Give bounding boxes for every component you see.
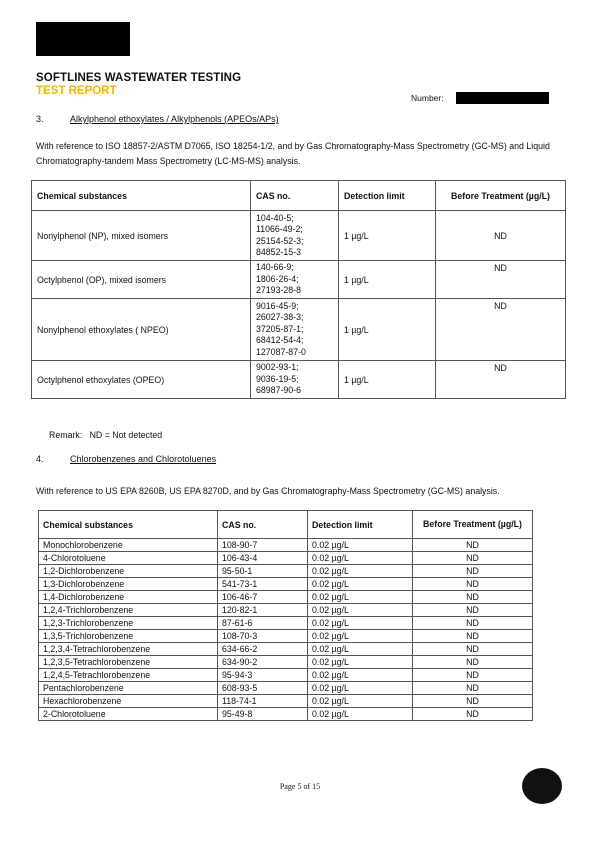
result-cell: ND — [413, 604, 533, 617]
section-4-title: Chlorobenzenes and Chlorotoluenes — [70, 454, 217, 464]
substance-cell: Pentachlorobenzene — [39, 682, 218, 695]
table-row — [39, 630, 533, 643]
limit-cell: 0.02 µg/L — [308, 565, 413, 578]
result-cell: ND — [413, 682, 533, 695]
limit-cell: 0.02 µg/L — [308, 643, 413, 656]
substance-cell: Octylphenol ethoxylates (OPEO) — [32, 361, 251, 399]
substance-cell: Monochlorobenzene — [39, 539, 218, 552]
substance-cell: 1,2,4,5-Tetrachlorobenzene — [39, 669, 218, 682]
table-row — [39, 669, 533, 682]
result-cell: ND — [413, 708, 533, 721]
substance-cell: 1,2,3,4-Tetrachlorobenzene — [39, 643, 218, 656]
report-number-label: Number: — [411, 93, 444, 103]
substance-cell: Hexachlorobenzene — [39, 695, 218, 708]
table-row — [39, 708, 533, 721]
cas-cell: 87-61-6 — [218, 617, 308, 630]
col-detection-limit: Detection limit — [339, 181, 436, 211]
substance-cell: Nonylphenol ethoxylates ( NPEO) — [32, 299, 251, 361]
result-cell: ND — [413, 591, 533, 604]
cas-cell: 95-49-8 — [218, 708, 308, 721]
result-cell: ND — [413, 669, 533, 682]
limit-cell: 0.02 µg/L — [308, 604, 413, 617]
col-detection-limit: Detection limit — [308, 511, 413, 539]
col-substance: Chemical substances — [32, 181, 251, 211]
limit-cell: 1 µg/L — [339, 361, 436, 399]
result-cell: ND — [436, 361, 566, 399]
cas-cell: 9002-93-1; 9036-19-5; 68987-90-6 — [251, 361, 339, 399]
cas-cell: 108-90-7 — [218, 539, 308, 552]
limit-cell: 0.02 µg/L — [308, 617, 413, 630]
substance-cell: 1,2-Dichlorobenzene — [39, 565, 218, 578]
apeo-table — [31, 180, 566, 399]
table-row — [39, 565, 533, 578]
table-row — [39, 643, 533, 656]
substance-cell: Nonylphenol (NP), mixed isomers — [32, 211, 251, 261]
table-header-row — [39, 511, 533, 539]
result-cell: ND — [413, 565, 533, 578]
result-cell: ND — [413, 656, 533, 669]
section-3-heading — [36, 114, 279, 124]
limit-cell: 0.02 µg/L — [308, 682, 413, 695]
limit-cell: 0.02 µg/L — [308, 552, 413, 565]
table-row — [32, 299, 566, 361]
section-4-heading — [36, 454, 216, 464]
limit-cell: 0.02 µg/L — [308, 578, 413, 591]
limit-cell: 0.02 µg/L — [308, 708, 413, 721]
redacted-logo — [36, 22, 130, 56]
table-row — [39, 695, 533, 708]
table-row — [39, 591, 533, 604]
section-4-intro: With reference to US EPA 8260B, US EPA 8270D, and by Gas Chromatography-Mass Spectrometry (GC-MS) analysis. — [36, 486, 500, 496]
cas-cell: 95-50-1 — [218, 565, 308, 578]
table-row — [39, 539, 533, 552]
table-row — [39, 682, 533, 695]
cas-cell: 118-74-1 — [218, 695, 308, 708]
chlorobenzene-table — [38, 510, 533, 721]
result-cell: ND — [413, 695, 533, 708]
col-cas: CAS no. — [218, 511, 308, 539]
substance-cell: Octylphenol (OP), mixed isomers — [32, 261, 251, 299]
table-row — [39, 578, 533, 591]
limit-cell: 1 µg/L — [339, 211, 436, 261]
result-cell: ND — [413, 630, 533, 643]
col-before-treatment: Before Treatment (µg/L) — [436, 181, 566, 211]
section-3-remark: Remark: ND = Not detected — [49, 430, 163, 440]
cas-cell: 106-43-4 — [218, 552, 308, 565]
cas-cell: 634-66-2 — [218, 643, 308, 656]
cas-cell: 104-40-5; 11066-49-2; 25154-52-3; 84852-15-3 — [251, 211, 339, 261]
substance-cell: 1,4-Dichlorobenzene — [39, 591, 218, 604]
table-row — [39, 617, 533, 630]
redacted-report-number — [456, 92, 549, 104]
limit-cell: 0.02 µg/L — [308, 591, 413, 604]
col-substance: Chemical substances — [39, 511, 218, 539]
table-row — [32, 361, 566, 399]
substance-cell: 1,2,3-Trichlorobenzene — [39, 617, 218, 630]
section-3-intro: With reference to ISO 18857-2/ASTM D7065, ISO 18254-1/2, and by Gas Chromatography-Mass Spectrometry (GC-MS) and Liquid Chromatography-tandem Mass Spectrometry (LC-MS-MS) analysis. — [36, 141, 550, 166]
limit-cell: 1 µg/L — [339, 261, 436, 299]
cas-cell: 634-90-2 — [218, 656, 308, 669]
table-header-row — [32, 181, 566, 211]
limit-cell: 0.02 µg/L — [308, 656, 413, 669]
substance-cell: 2-Chlorotoluene — [39, 708, 218, 721]
cas-cell: 95-94-3 — [218, 669, 308, 682]
cas-cell: 108-70-3 — [218, 630, 308, 643]
report-title: SOFTLINES WASTEWATER TESTING — [36, 72, 242, 84]
limit-cell: 0.02 µg/L — [308, 630, 413, 643]
result-cell: ND — [413, 552, 533, 565]
limit-cell: 1 µg/L — [339, 299, 436, 361]
section-4-number: 4. — [36, 454, 44, 464]
result-cell: ND — [436, 211, 566, 261]
limit-cell: 0.02 µg/L — [308, 695, 413, 708]
table-row — [32, 211, 566, 261]
table-row — [39, 604, 533, 617]
cas-cell: 541-73-1 — [218, 578, 308, 591]
report-subtitle: TEST REPORT — [36, 85, 117, 97]
result-cell: ND — [413, 578, 533, 591]
substance-cell: 1,2,3,5-Tetrachlorobenzene — [39, 656, 218, 669]
result-cell: ND — [413, 643, 533, 656]
cas-cell: 9016-45-9; 26027-38-3; 37205-87-1; 68412-54-4; 127087-87-0 — [251, 299, 339, 361]
table-row — [39, 656, 533, 669]
table-row — [32, 261, 566, 299]
substance-cell: 4-Chlorotoluene — [39, 552, 218, 565]
section-3-number: 3. — [36, 114, 44, 124]
limit-cell: 0.02 µg/L — [308, 669, 413, 682]
section-3-title: Alkylphenol ethoxylates / Alkylphenols (APEOs/APs) — [70, 114, 279, 124]
result-cell: ND — [436, 261, 566, 299]
cas-cell: 608-93-5 — [218, 682, 308, 695]
substance-cell: 1,3,5-Trichlorobenzene — [39, 630, 218, 643]
result-cell: ND — [436, 299, 566, 361]
substance-cell: 1,2,4-Trichlorobenzene — [39, 604, 218, 617]
cas-cell: 140-66-9; 1806-26-4; 27193-28-8 — [251, 261, 339, 299]
result-cell: ND — [413, 617, 533, 630]
result-cell: ND — [413, 539, 533, 552]
stamp-seal — [522, 768, 562, 804]
cas-cell: 120-82-1 — [218, 604, 308, 617]
limit-cell: 0.02 µg/L — [308, 539, 413, 552]
col-before-treatment: Before Treatment (µg/L) — [413, 511, 533, 539]
table-row — [39, 552, 533, 565]
substance-cell: 1,3-Dichlorobenzene — [39, 578, 218, 591]
cas-cell: 106-46-7 — [218, 591, 308, 604]
col-cas: CAS no. — [251, 181, 339, 211]
page-number: Page 5 of 15 — [279, 782, 321, 791]
